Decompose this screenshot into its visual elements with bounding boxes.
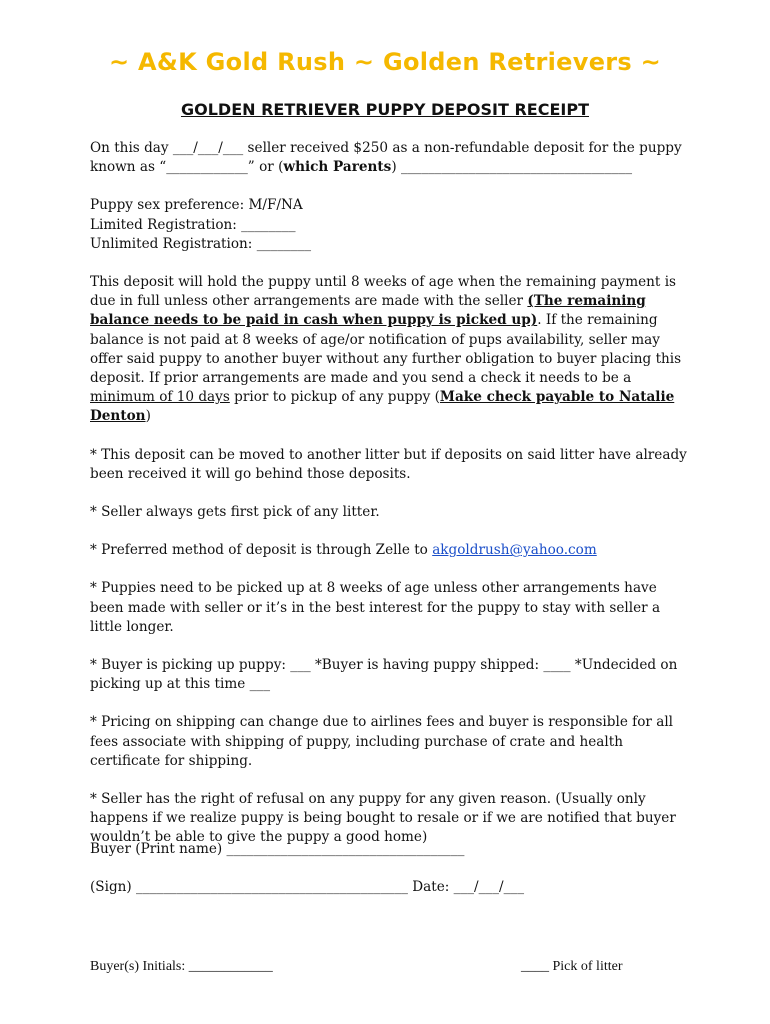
buyer-sign-date-line: (Sign) ________________________________________ Date: ___/___/___ bbox=[90, 879, 524, 895]
deposit-transfer-paragraph: * This deposit can be moved to another litter but if deposits on said litter have already been received it will go behind those deposits. bbox=[90, 446, 687, 482]
zelle-text: * Preferred method of deposit is through Zelle to bbox=[90, 542, 433, 559]
intro-text-end: ) __________________________________ bbox=[391, 159, 633, 176]
email-link[interactable]: akgoldrush@yahoo.com bbox=[432, 542, 597, 559]
shipping-pricing-paragraph: * Pricing on shipping can change due to airlines fees and buyer is responsible for all fees associate with shipping of puppy, including purchase of crate and health certificate for shipping. bbox=[90, 714, 674, 769]
document-title: GOLDEN RETRIEVER PUPPY DEPOSIT RECEIPT bbox=[180, 100, 589, 119]
refusal-paragraph: * Seller has the right of refusal on any puppy for any given reason. (Usually only happens if we realize puppy is being bought to resale or if we are notified that buyer wouldn’t be able to give the puppy a good home) bbox=[90, 791, 676, 846]
document-body bbox=[90, 139, 690, 867]
buyer-initials-line: Buyer(s) Initials: ____________ bbox=[90, 959, 273, 974]
limited-registration-line: Limited Registration: ________ bbox=[90, 216, 296, 233]
pickup-age-paragraph: * Puppies need to be picked up at 8 weeks of age unless other arrangements have been made with seller or it’s in the best interest for the puppy to stay with seller a little longer. bbox=[90, 580, 661, 635]
minimum-days-note: minimum of 10 days bbox=[90, 389, 230, 406]
terms-text-1: This deposit will hold the puppy until 8 weeks of age when the remaining payment is due in full unless other arrangements are made with the seller bbox=[90, 274, 677, 310]
pickup-method-paragraph: * Buyer is picking up puppy: ___ *Buyer is having puppy shipped: ____ *Undecided on picking up at this time ___ bbox=[90, 657, 678, 693]
remaining-balance-note: (The remaining balance needs to be paid in cash when puppy is picked up) bbox=[90, 293, 646, 329]
terms-text-2: . If the remaining balance is not paid at 8 weeks of age/or notification of pups availability, seller may offer said puppy to another buyer without any further obligation to buyer placing this deposit. If prior arrangements are made and you send a check it needs to be a bbox=[90, 312, 682, 387]
intro-text-start: On this day ___/___/___ seller received $250 as a non-refundable deposit for the puppy known as “____________” or ( bbox=[90, 140, 682, 176]
deposit-intro-paragraph bbox=[90, 139, 690, 177]
kennel-title: ~ A&K Gold Rush ~ Golden Retrievers ~ bbox=[108, 48, 662, 76]
preferences-block bbox=[90, 196, 690, 254]
zelle-paragraph bbox=[90, 541, 690, 560]
unlimited-registration-line: Unlimited Registration: ________ bbox=[90, 235, 312, 252]
deposit-terms-paragraph bbox=[90, 273, 690, 427]
terms-text-4: ) bbox=[145, 408, 151, 425]
terms-text-3: prior to pickup of any puppy ( bbox=[229, 389, 440, 406]
check-payable-note: Make check payable to Natalie Denton bbox=[90, 389, 675, 425]
pick-of-litter-line: ____ Pick of litter bbox=[521, 959, 623, 974]
buyer-print-name-line: Buyer (Print name) ___________________________________ bbox=[90, 841, 465, 857]
which-parents-text: which Parents bbox=[283, 159, 392, 176]
first-pick-paragraph: * Seller always gets first pick of any litter. bbox=[90, 504, 380, 521]
sex-preference-line: Puppy sex preference: M/F/NA bbox=[90, 197, 303, 214]
